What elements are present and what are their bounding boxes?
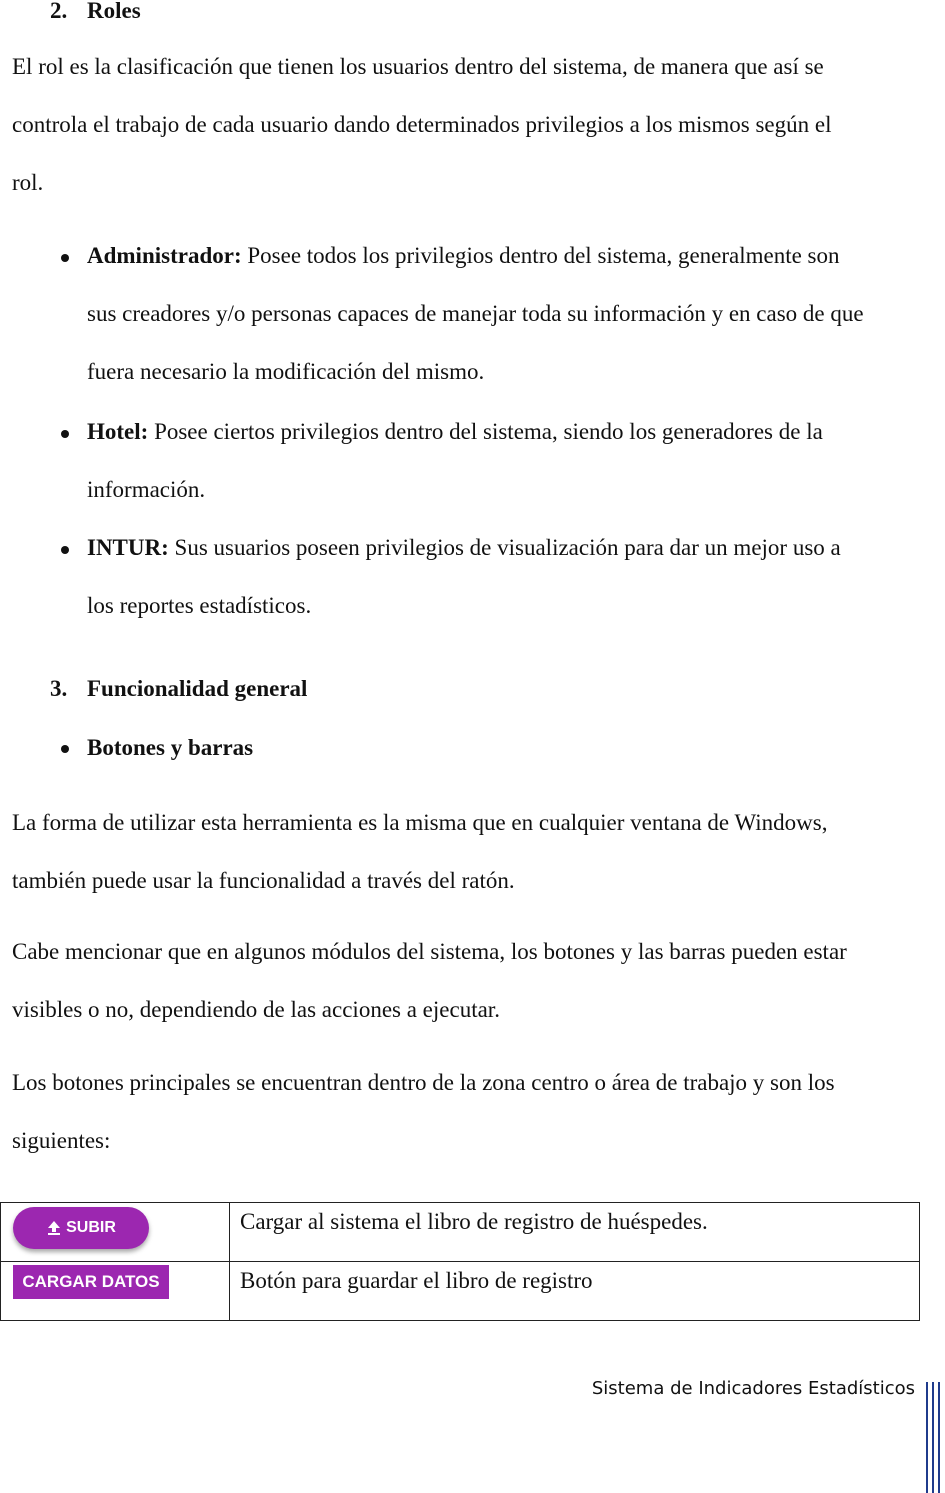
para3-line-2: siguientes: xyxy=(12,1128,111,1153)
buttons-table xyxy=(0,1202,920,1321)
footer-decoration xyxy=(926,1382,942,1493)
para2-line-2: visibles o no, dependiendo de las acciones a ejecutar. xyxy=(12,997,500,1022)
role-administrador xyxy=(87,243,840,269)
table-row xyxy=(1,1262,920,1321)
section-3-number: 3. xyxy=(50,676,68,701)
subir-button[interactable] xyxy=(13,1207,149,1249)
section-3-subtitle: Botones y barras xyxy=(87,735,254,760)
para1-line-2: también puede usar la funcionalidad a través del ratón. xyxy=(12,868,515,893)
subir-label: SUBIR xyxy=(66,1219,116,1236)
para1-line-1: La forma de utilizar esta herramienta es la misma que en cualquier ventana de Windows, xyxy=(12,810,828,835)
role-intur xyxy=(87,535,841,561)
bullet-icon xyxy=(61,254,69,262)
cargar-datos-button[interactable]: CARGAR DATOS xyxy=(13,1265,169,1299)
intro-line-1: El rol es la clasificación que tienen los usuarios dentro del sistema, de manera que así se xyxy=(12,54,824,79)
role-hotel xyxy=(87,419,823,445)
section-2-title: Roles xyxy=(87,0,141,23)
intro-line-3: rol. xyxy=(12,170,44,195)
para2-line-1: Cabe mencionar que en algunos módulos del sistema, los botones y las barras pueden estar xyxy=(12,939,847,964)
bullet-icon xyxy=(61,745,69,753)
description-cell: Botón para guardar el libro de registro xyxy=(230,1262,920,1321)
section-2-number: 2. xyxy=(50,0,68,23)
section-3-title: Funcionalidad general xyxy=(87,676,308,701)
button-cell xyxy=(1,1203,230,1262)
role-desc: Sus usuarios poseen privilegios de visualización para dar un mejor uso a xyxy=(168,535,841,560)
role-name: INTUR: xyxy=(87,535,169,560)
role-desc-line: fuera necesario la modificación del mismo. xyxy=(87,359,485,384)
para3-line-1: Los botones principales se encuentran dentro de la zona centro o área de trabajo y son los xyxy=(12,1070,835,1095)
bullet-icon xyxy=(61,430,69,438)
page-footer: Sistema de Indicadores Estadísticos xyxy=(591,1378,915,1399)
role-name: Hotel: xyxy=(87,419,149,444)
table-row xyxy=(1,1203,920,1262)
bullet-icon xyxy=(61,546,69,554)
role-desc: Posee ciertos privilegios dentro del sistema, siendo los generadores de la xyxy=(148,419,823,444)
role-desc-line: información. xyxy=(87,477,206,502)
intro-line-2: controla el trabajo de cada usuario dando determinados privilegios a los mismos según el xyxy=(12,112,832,137)
role-desc-line: los reportes estadísticos. xyxy=(87,593,312,618)
role-name: Administrador: xyxy=(87,243,242,268)
button-cell xyxy=(1,1262,230,1321)
role-desc-line: sus creadores y/o personas capaces de manejar toda su información y en caso de que xyxy=(87,301,864,326)
upload-icon xyxy=(46,1220,62,1236)
description-cell: Cargar al sistema el libro de registro de huéspedes. xyxy=(230,1203,920,1262)
role-desc: Posee todos los privilegios dentro del sistema, generalmente son xyxy=(241,243,840,268)
